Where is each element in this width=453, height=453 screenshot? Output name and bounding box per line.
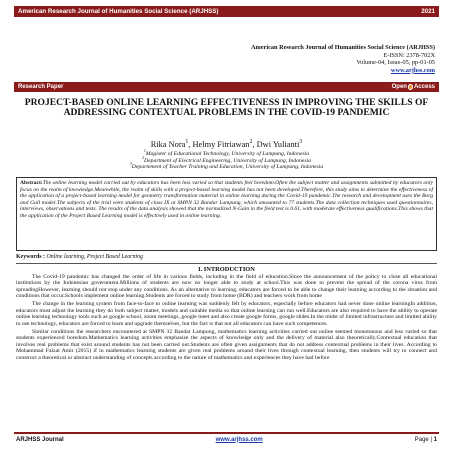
keywords xyxy=(16,254,437,260)
page-footer xyxy=(14,432,439,443)
open-access-label xyxy=(392,84,435,90)
author-sup: 1 xyxy=(185,139,189,146)
author-list: Rika Nora$^1$, Helmy Fitriawan$^2$, Dwi Yulianti$^3$ xyxy=(150,139,303,149)
introduction-body xyxy=(16,274,437,427)
top-banner-journal: American Research Journal of Humanities Social Science (ARJHSS) xyxy=(18,8,219,15)
journal-name: American Research Journal of Humanities Social Science (ARJHSS) xyxy=(250,44,435,51)
open-access-suffix: Access xyxy=(413,84,435,90)
top-banner xyxy=(14,6,439,17)
keywords-value: Online learning, Project Based Learning xyxy=(46,254,143,260)
paper-banner xyxy=(14,82,439,92)
paragraph: The Covid-19 pandemic has changed the order of life in various fields, including in the field of education.Since the announcement of the policy to close all educational institutions by the Indonesian government.Millions of students are now no longer able to study at school.This was done to prevent the spread of the corona virus from spreadingHowever, learning should not stop under any conditions. As an alternative to learning, educators are forced to be able to change their learning according to the situation and conditions that occur.Schools implement online learning.Students are forced to study from home (BDR) and teachers work from home xyxy=(16,274,437,300)
journal-volume: Volume-04, Issue-05, pp-01-05 xyxy=(356,59,435,67)
footer-page: Page | 1 xyxy=(414,436,437,443)
journal-website-link[interactable]: www.arjhss.com xyxy=(390,66,435,74)
author-name: Dwi Yulianti xyxy=(256,140,300,149)
paragraph: The change in the learning system from face-to-face to online learning was suddenly felt by educators, especially before educators had never done online learningIn addition, educators must adjust the learning they do both subject matter, models and suitable media so that online learning can run well.Educators are also required to have the ability to operate online learning technology tools such as google school, zoom meetings, google meet and also create google forms, google slides.In the midst of limited infrastructure and limited ability to use technology, educators are forced to learn and upgrade themselves, but the fact is that not all educators can have such competences. xyxy=(16,301,437,327)
footer-website-link[interactable]: www.arjhss.com xyxy=(215,436,263,443)
open-access-text: Open xyxy=(391,84,407,90)
section-heading: I. INTRODUCTION xyxy=(198,266,255,273)
author-name: Helmy Fitriawan xyxy=(192,140,250,149)
author-name: Rika Nora xyxy=(150,140,186,149)
journal-issn: E-ISSN: 2378-702X xyxy=(383,51,435,59)
abstract xyxy=(16,177,437,251)
paper-title: PROJECT-BASED ONLINE LEARNING EFFECTIVENESS IN IMPROVING THE SKILLS OF ADDRESSING CONTEXTUAL PROBLEMS IN THE COVID-19 PANDEMIC xyxy=(24,97,429,119)
affiliation: $^1$Magister of Educational Technology, University of Lampung, Indonesia xyxy=(143,148,310,157)
page-number: 1 xyxy=(433,436,437,443)
author-sup: 3 xyxy=(299,139,303,146)
open-access-icon xyxy=(408,84,413,90)
paper-type: Research Paper xyxy=(18,84,64,90)
journal-header xyxy=(251,44,435,74)
footer-journal: ARJHSS Journal xyxy=(16,436,64,443)
abstract-text: The online learning model carried out by educators has been less varied so that students feel boredom.Often the subject matter and assignments submitted by educators only focus on the realm of knowledge.Meanwhile, the realm of skills with a project-based learning model has not been developed.Therefore, this study aims to determine the effectiveness of the application of a project-based learning model for geometry transformation material in online learning during the Covid-19 pandemic.The research and development uses the Borg and Gall model.The subjects of the trial were students of class IX at SMPN 32 Bandar Lampung, which amounted to 77 students.The data collection techniques used questionnaires, interviews, observations and tests. The results of the data analysis showed that the normalized N-Gain in the field test is 0.61, with moderate effectiveness qualifications.This shows that the application of the Project Based Learning model is effectively used in online learning. xyxy=(20,180,433,219)
affiliations xyxy=(20,148,433,171)
author-sup: 2 xyxy=(249,139,253,146)
affiliation: $^2$Department of Electrical Engineering, University of Lampung, Indonesia xyxy=(142,154,311,164)
affiliation: $^3$Departement of Teacher Training and Education, University of Lampung, Indonesia xyxy=(129,161,324,171)
paragraph: Similar conditions the researchers encountered at SMPN 32 Bandar Lampung, mathematics learning activities carried out online seemed monotonous and less varied so that students experienced boredom.Mathematics learning activities emphasize the aspects of knowledge only and the delivery of material also theoretically.Contextual education that involves real problems that exist around students has not been carried out.Students are often given assignments that do not address contextual problems in their lives. According to Mohammad Faizal Amir (2015) if in mathematics learning students are given real problems around their lives through contextual learning, then students will try to connect and construct a theoretical or abstract understanding of concepts according to the nature of mathematics and experiences they have had before xyxy=(16,328,437,361)
abstract-label: Abstract: xyxy=(20,180,43,186)
keywords-label: Keywords : xyxy=(16,254,45,260)
divider xyxy=(16,263,437,264)
top-banner-year: 2021 xyxy=(421,8,435,15)
